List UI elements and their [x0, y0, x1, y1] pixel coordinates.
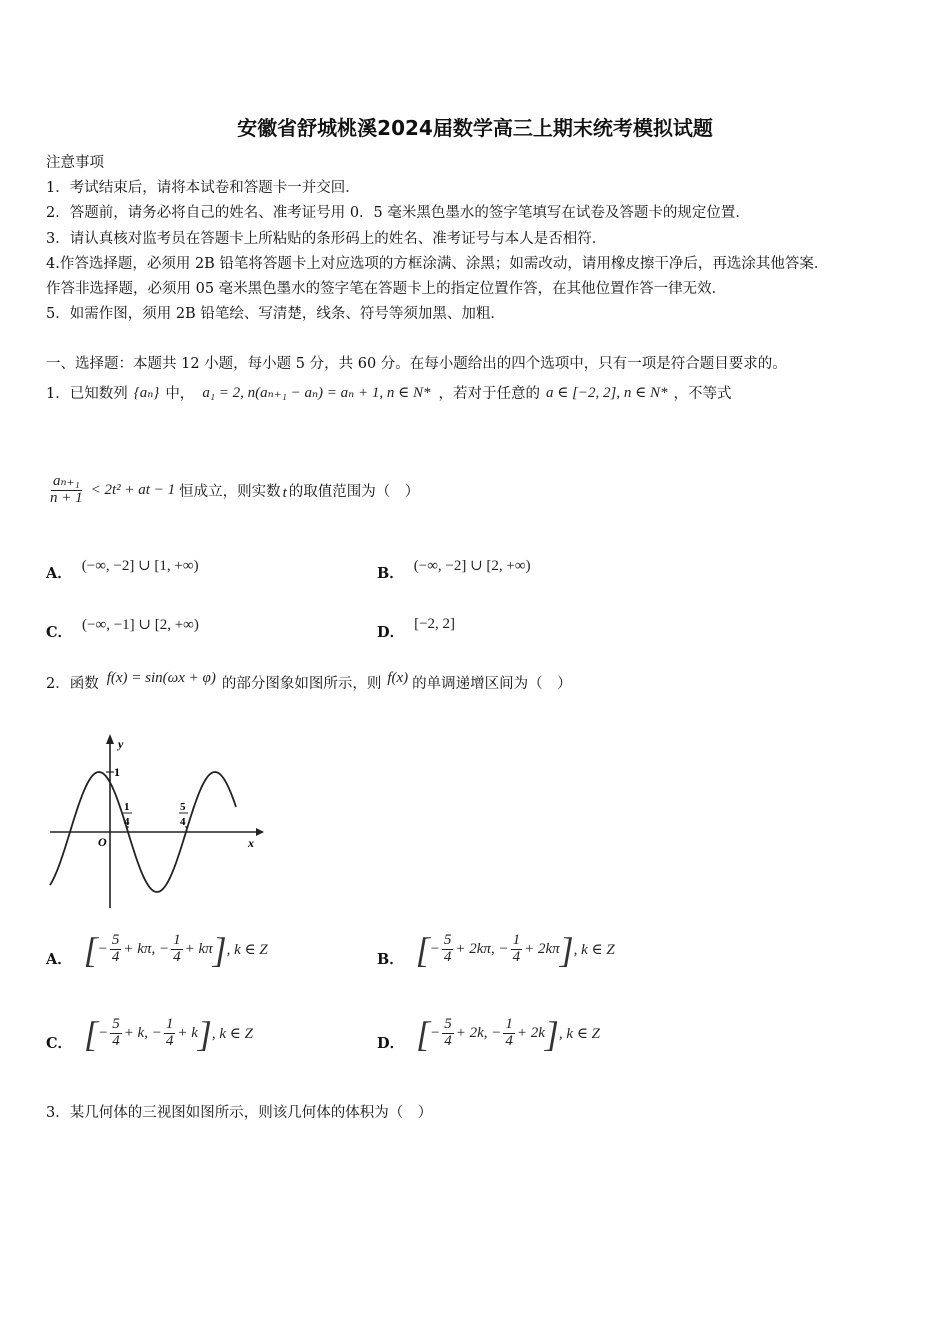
question-2-stem [46, 672, 572, 693]
y-one-label: 1 [114, 765, 120, 779]
q1-option-a[interactable] [46, 548, 199, 583]
q2-option-a[interactable] [46, 930, 268, 969]
option-text: (−∞, −1] ∪ [2, +∞) [82, 617, 199, 633]
notice-item: 2．答题前，请务必将自己的姓名、准考证号用 0．5 毫米黑色墨水的签字笔填写在试卷及答题卡的规定位置． [46, 205, 750, 221]
page-title: 安徽省舒城桃溪2024届数学高三上期末统考模拟试题 [237, 116, 713, 140]
option-text: (−∞, −2] ∪ [2, +∞) [413, 558, 531, 574]
option-text: [ − $\frac{5}{4}$ + 2k , − $\frac{1}{4}$ + 2k ] , k ∈ Z [416, 1013, 601, 1054]
q1-condition: a₁ = 2, n(aₙ₊₁ − aₙ) = aₙ + 1, n ∈ N* [202, 385, 431, 401]
q2-sine-graph [44, 730, 264, 910]
option-text: (−∞, −2] ∪ [1, +∞) [81, 558, 199, 574]
q2-option-b[interactable] [377, 930, 615, 969]
q1-sequence: {aₙ} [133, 385, 160, 401]
option-letter: D． [377, 1035, 405, 1052]
option-letter: C． [46, 624, 73, 641]
q1-fraction-denominator: n + 1 [50, 489, 83, 506]
notice-item: 作答非选择题，必须用 05 毫米黑色墨水的签字笔在答题卡上的指定位置作答，在其他位置作答一律无效． [46, 281, 727, 297]
question-3-stem: 3．某几何体的三视图如图所示，则该几何体的体积为（ ） [46, 1105, 433, 1121]
notice-item: 1．考试结束后，请将本试卷和答题卡一并交回． [46, 180, 360, 196]
q1-tail-a: 恒成立，则实数 [179, 483, 281, 500]
q2-fx: f(x) [387, 670, 409, 686]
q2-function: f(x) = sin(ωx + φ) [106, 670, 216, 686]
option-letter: C． [46, 1035, 73, 1052]
option-letter: A． [46, 951, 72, 968]
tick-5-4-numerator: 5 [180, 801, 186, 813]
notice-item: 3．请认真核对监考员在答题卡上所粘贴的条形码上的姓名、准考证号与本人是否相符． [46, 231, 607, 247]
q2-option-d[interactable] [377, 1014, 600, 1053]
tick-1-4-numerator: 1 [124, 801, 130, 813]
origin-label: O [98, 835, 107, 849]
q1-t-variable: t [282, 484, 287, 501]
q1-fraction-numerator: aₙ₊₁ [52, 473, 80, 489]
tick-5-4-denominator: 4 [180, 816, 186, 828]
notice-item: 4.作答选择题，必须用 2B 铅笔将答题卡上对应选项的方框涂满、涂黑；如需改动，请用橡皮擦干净后，再选涂其他答案． [46, 256, 829, 272]
q2-mid: 的部分图象如图所示，则 [221, 676, 382, 692]
q1-range: a ∈ [−2, 2], n ∈ N* [545, 385, 668, 401]
option-text: [−2, 2] [414, 616, 456, 632]
option-text: [ − $\frac{5}{4}$ + kπ , − $\frac{1}{4}$ + kπ ] , k ∈ Z [83, 929, 268, 970]
option-text: [ − $\frac{5}{4}$ + 2kπ , − $\frac{1}{4}$ + 2kπ ] , k ∈ Z [415, 929, 615, 970]
y-axis-label: y [118, 737, 124, 751]
option-letter: A． [46, 565, 72, 582]
q2-prefix: 2．函数 [46, 676, 99, 692]
x-axis-label: x [248, 836, 254, 850]
q1-mid2: ，若对于任意的 [438, 386, 540, 402]
q1-option-c[interactable] [46, 607, 199, 642]
q1-tail-b: 的取值范围为（ ） [288, 483, 420, 500]
q1-inequality-rhs: < 2t² + at − 1 [90, 481, 176, 498]
tick-1-4-denominator: 4 [124, 816, 130, 828]
q1-option-b[interactable] [377, 548, 531, 583]
question-1-inequality [46, 474, 419, 507]
q2-suffix: 的单调递增区间为（ ） [412, 676, 572, 692]
question-1-stem [46, 382, 732, 403]
section-heading: 一、选择题：本题共 12 小题，每小题 5 分，共 60 分。在每小题给出的四个选项中，只有一项是符合题目要求的。 [46, 356, 787, 372]
notice-item: 5．如需作图，须用 2B 铅笔绘、写清楚，线条、符号等须加黑、加粗． [46, 306, 505, 322]
q1-option-d[interactable] [377, 607, 455, 642]
q1-mid1: 中， [165, 386, 195, 402]
option-letter: B． [377, 565, 404, 582]
option-text: [ − $\frac{5}{4}$ + k , − $\frac{1}{4}$ + k ] , k ∈ Z [84, 1013, 253, 1054]
option-letter: B． [377, 951, 404, 968]
q1-suffix: ，不等式 [673, 386, 732, 402]
y-axis-arrow [106, 734, 114, 744]
q1-prefix: 1．已知数列 [46, 386, 128, 402]
notice-heading: 注意事项 [46, 155, 104, 171]
x-axis-arrow [256, 828, 264, 836]
q2-option-c[interactable] [46, 1014, 253, 1053]
q1-fraction [48, 474, 85, 507]
option-letter: D． [377, 624, 405, 641]
